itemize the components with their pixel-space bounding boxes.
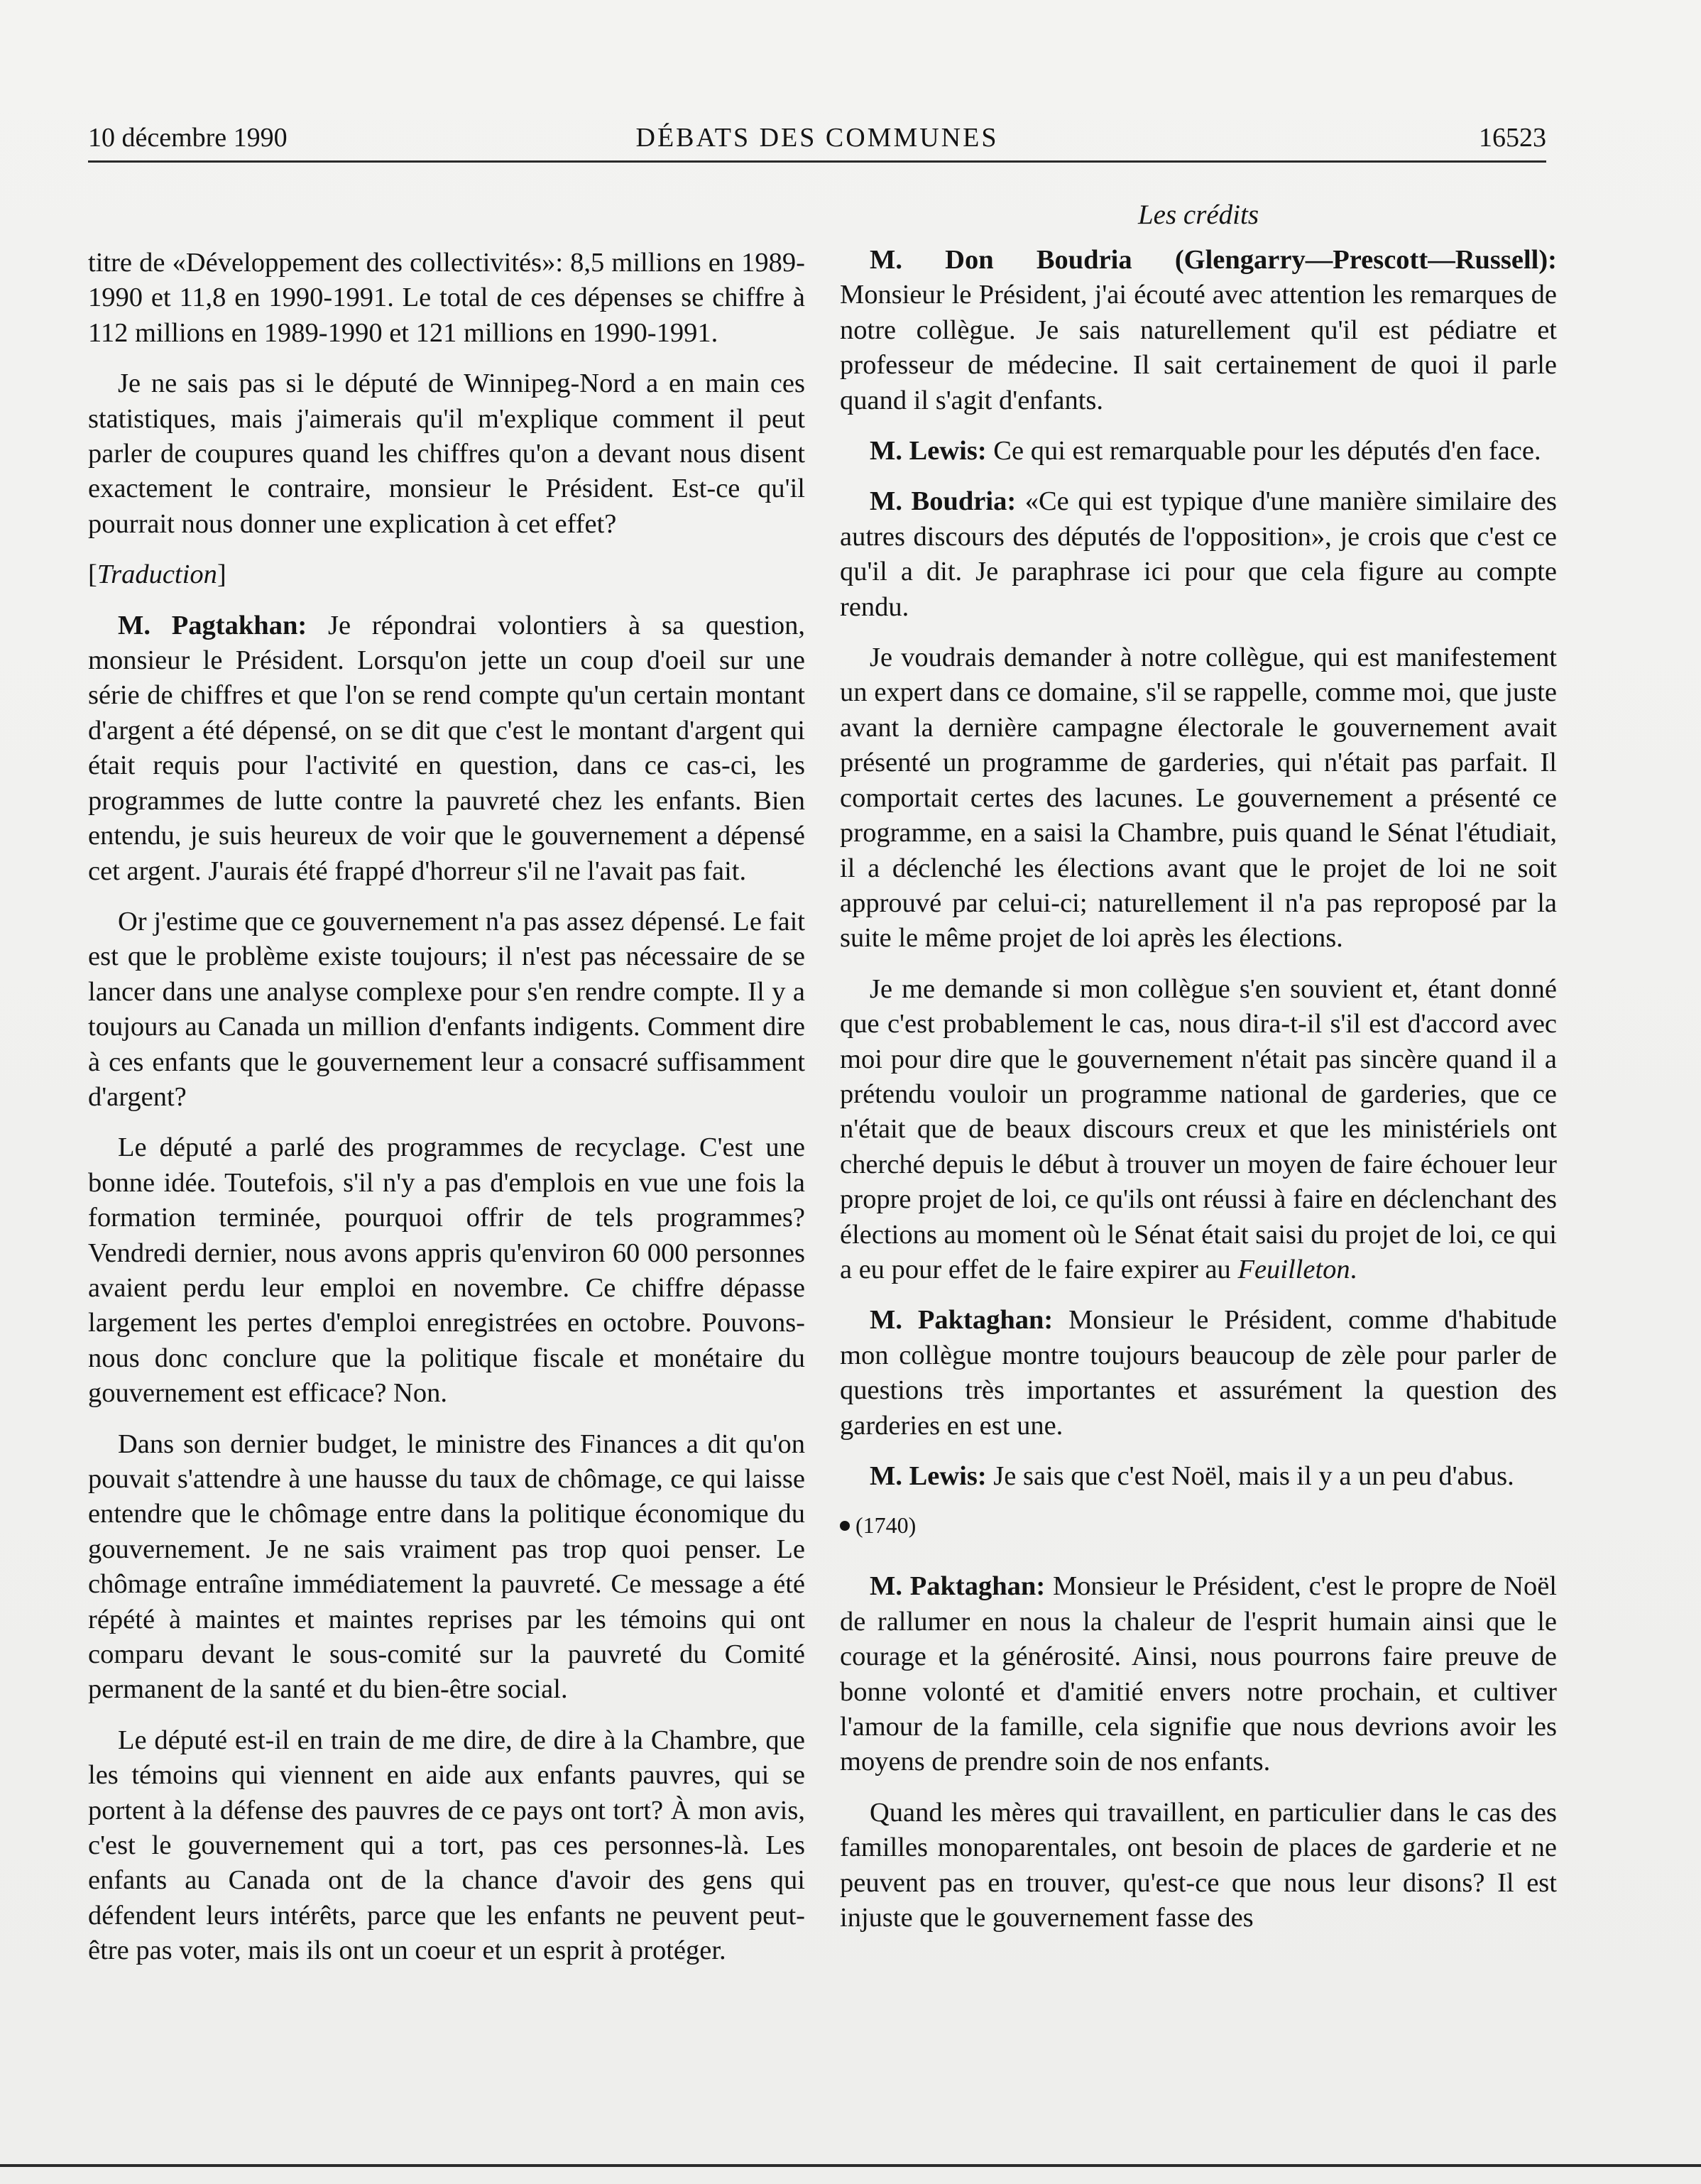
speaker-name: M. Lewis:: [870, 1461, 987, 1491]
running-header: [88, 118, 1546, 163]
scan-bottom-edge: [0, 2164, 1701, 2167]
speech-text: Monsieur le Président, j'ai écouté avec attention les remarques de notre collègue. Je sais naturellement qu'il est pédiatre et professeur de médecine. Il sait certainement de quoi il parle quand il s'agit d'enfants.: [840, 280, 1557, 415]
translation-note-text: Traduction: [97, 559, 217, 590]
speaker-name: M. Pagtakhan:: [118, 610, 307, 640]
speech-text: Monsieur le Président, c'est le propre de Noël de rallumer en nous la chaleur de l'esprit humain ainsi que le courage et la générosité. Ainsi, nous pourrons faire preuve de bonne volonté et d'amitié envers notre prochain, et cultiver l'amour de la famille, cela signifie que nous devrions avoir les moyens de prendre soin de nos enfants.: [840, 1571, 1558, 1777]
speech-text-end: .: [1350, 1254, 1357, 1284]
left-column: [88, 246, 805, 1984]
header-date: 10 décembre 1990: [88, 123, 288, 153]
speaker-name: M. Paktaghan:: [870, 1305, 1054, 1336]
speech-text: Je sais que c'est Noël, mais il y a un peu d'abus.: [986, 1461, 1514, 1491]
right-paragraph-6: [840, 1303, 1557, 1443]
speaker-name: M. Lewis:: [870, 436, 987, 466]
translation-note: [Traduction]: [88, 559, 226, 590]
right-paragraph-2: [840, 434, 1557, 469]
left-paragraph-7: Le député est-il en train de me dire, de dire à la Chambre, que les témoins qui viennent en aide aux enfants pauvres, qui se portent à la défense des pauvres de ce pays ont tort? À mon avis, c'est le gouvernement qui a tort, pas ces personnes-là. Les enfants au Canada ont de la chance d'avoir des gens qui défendent leurs intérêts, parce que les enfants ne peuvent peut-être pas voter, mais ils ont un coeur et un esprit à protéger.: [88, 1725, 805, 1966]
right-paragraph-5: [840, 972, 1557, 1288]
speech-text: Ce qui est remarquable pour les députés d'en face.: [986, 436, 1541, 466]
right-paragraph-8: [840, 1569, 1557, 1779]
speaker-name: M. Boudria:: [870, 486, 1017, 517]
left-paragraph-2: Je ne sais pas si le député de Winnipeg-Nord a en main ces statistiques, mais j'aimerais qu'il m'explique comment il peut parler de coupures quand les chiffres qu'on a devant nous disent exactement le contraire, monsieur le Président. Est-ce qu'il pourrait nous donner une explication à cet effet?: [88, 368, 805, 539]
right-paragraph-3: [840, 484, 1557, 625]
time-marker: [840, 1509, 1557, 1541]
time-mark-text: (1740): [855, 1512, 917, 1539]
right-column: [840, 200, 1558, 1951]
header-title: DÉBATS DES COMMUNES: [635, 123, 999, 153]
speech-text: «Ce qui est typique d'une manière similaire des autres discours des députés de l'opposition», je crois que c'est ce qu'il a dit. Je paraphrase ici pour que cela figure au compte rendu.: [840, 486, 1558, 622]
left-paragraph-4: Or j'estime que ce gouvernement n'a pas assez dépensé. Le fait est que le problème existe toujours; il n'est pas nécessaire de se lancer dans une analyse complexe pour s'en rendre compte. Il y a toujours au Canada un million d'enfants indigents. Comment dire à ces enfants que le gouvernement leur a consacré suffisamment d'argent?: [88, 906, 805, 1112]
right-paragraph-1: [840, 243, 1557, 418]
speech-text: Je me demande si mon collègue s'en souvient et, étant donné que c'est probablement le cas, nous dira-t-il s'il est d'accord avec moi pour dire que le gouvernement n'était pas sincère quand il a prétendu vouloir un programme national de garderies, que ce n'était que de beaux discours creux et que les ministériels ont cherché depuis le début à trouver un moyen de faire échouer leur propre projet de loi, ce qu'ils ont réussi à faire en déclenchant des élections au moment où le Sénat était saisi du projet de loi, ce qui a eu pour effet de le faire expirer au: [840, 973, 1557, 1284]
right-paragraph-9: Quand les mères qui travaillent, en particulier dans le cas des familles monoparentales, ont besoin de places de garderie et ne peuvent pas en trouver, qu'est-ce que nous leur disons? Il est injuste que le gouvernement fasse des: [840, 1797, 1557, 1933]
speech-text: Je répondrai volontiers à sa question, monsieur le Président. Lorsqu'on jette un coup d'oeil sur une série de chiffres et que l'on se rend compte qu'un certain montant d'argent a été dépensé, on se dit que c'est le montant d'argent qui était requis pour l'activité en question, dans ce cas-ci, les programmes de lutte contre la pauvreté chez les enfants. Bien entendu, je suis heureux de voir que le gouvernement a dépensé cet argent. J'aurais été frappé d'horreur s'il ne l'avait pas fait.: [88, 610, 805, 886]
left-paragraph-3: [88, 608, 805, 889]
speaker-name: M. Paktaghan:: [870, 1571, 1046, 1602]
section-title: Les crédits: [1137, 200, 1259, 230]
left-paragraph-1: titre de «Développement des collectivités»: 8,5 millions en 1989-1990 et 11,8 en 1990-1991. Le total de ces dépenses se chiffre à 112 millions en 1989-1990 et 121 millions en 1990-1991.: [88, 248, 805, 348]
speaker-name: M. Don Boudria (Glengarry—Prescott—Russell):: [870, 245, 1557, 275]
speech-text: Monsieur le Président, comme d'habitude mon collègue montre toujours beaucoup de zèle pour parler de questions très importantes et assurément la question des garderies en est une.: [840, 1305, 1558, 1441]
header-page-number: 16523: [1479, 123, 1546, 153]
bullet-icon: [840, 1521, 850, 1531]
left-paragraph-6: Dans son dernier budget, le ministre des Finances a dit qu'on pouvait s'attendre à une hausse du taux de chômage, ce qui laisse entendre que le chômage entre dans la politique économique du gouvernement. Je ne sais vraiment pas trop quoi penser. Le chômage entraîne immédiatement la pauvreté. Ce message a été répété à maintes et maintes reprises par les témoins qui ont comparu devant le sous-comité sur la pauvreté du Comité permanent de la santé et du bien-être social.: [88, 1429, 805, 1705]
right-paragraph-4: Je voudrais demander à notre collègue, qui est manifestement un expert dans ce domaine, s'il se rappelle, comme moi, que juste avant la dernière campagne électorale le gouvernement avait présenté un programme de garderies, qui n'était pas parfait. Il comportait certes des lacunes. Le gouvernement a présenté ce programme, en a saisi la Chambre, puis quand le Sénat l'étudiait, il a déclenché les élections avant que le projet de loi ne soit approuvé par celui-ci; naturellement il n'a pas reproposé par la suite le même projet de loi après les élections.: [840, 643, 1557, 954]
left-paragraph-5: Le député a parlé des programmes de recyclage. C'est une bonne idée. Toutefois, s'il n'y a pas d'emplois en vue une fois la formation terminée, pourquoi offrir de tels programmes? Vendredi dernier, nous avons appris qu'environ 60 000 personnes avaient perdu leur emploi en novembre. Ce chiffre dépasse largement les pertes d'emploi enregistrées en octobre. Pouvons-nous donc conclure que la politique fiscale et monétaire du gouvernement est efficace? Non.: [88, 1132, 805, 1409]
right-paragraph-7: [840, 1459, 1557, 1494]
feuilleton-italic: Feuilleton: [1237, 1254, 1350, 1284]
